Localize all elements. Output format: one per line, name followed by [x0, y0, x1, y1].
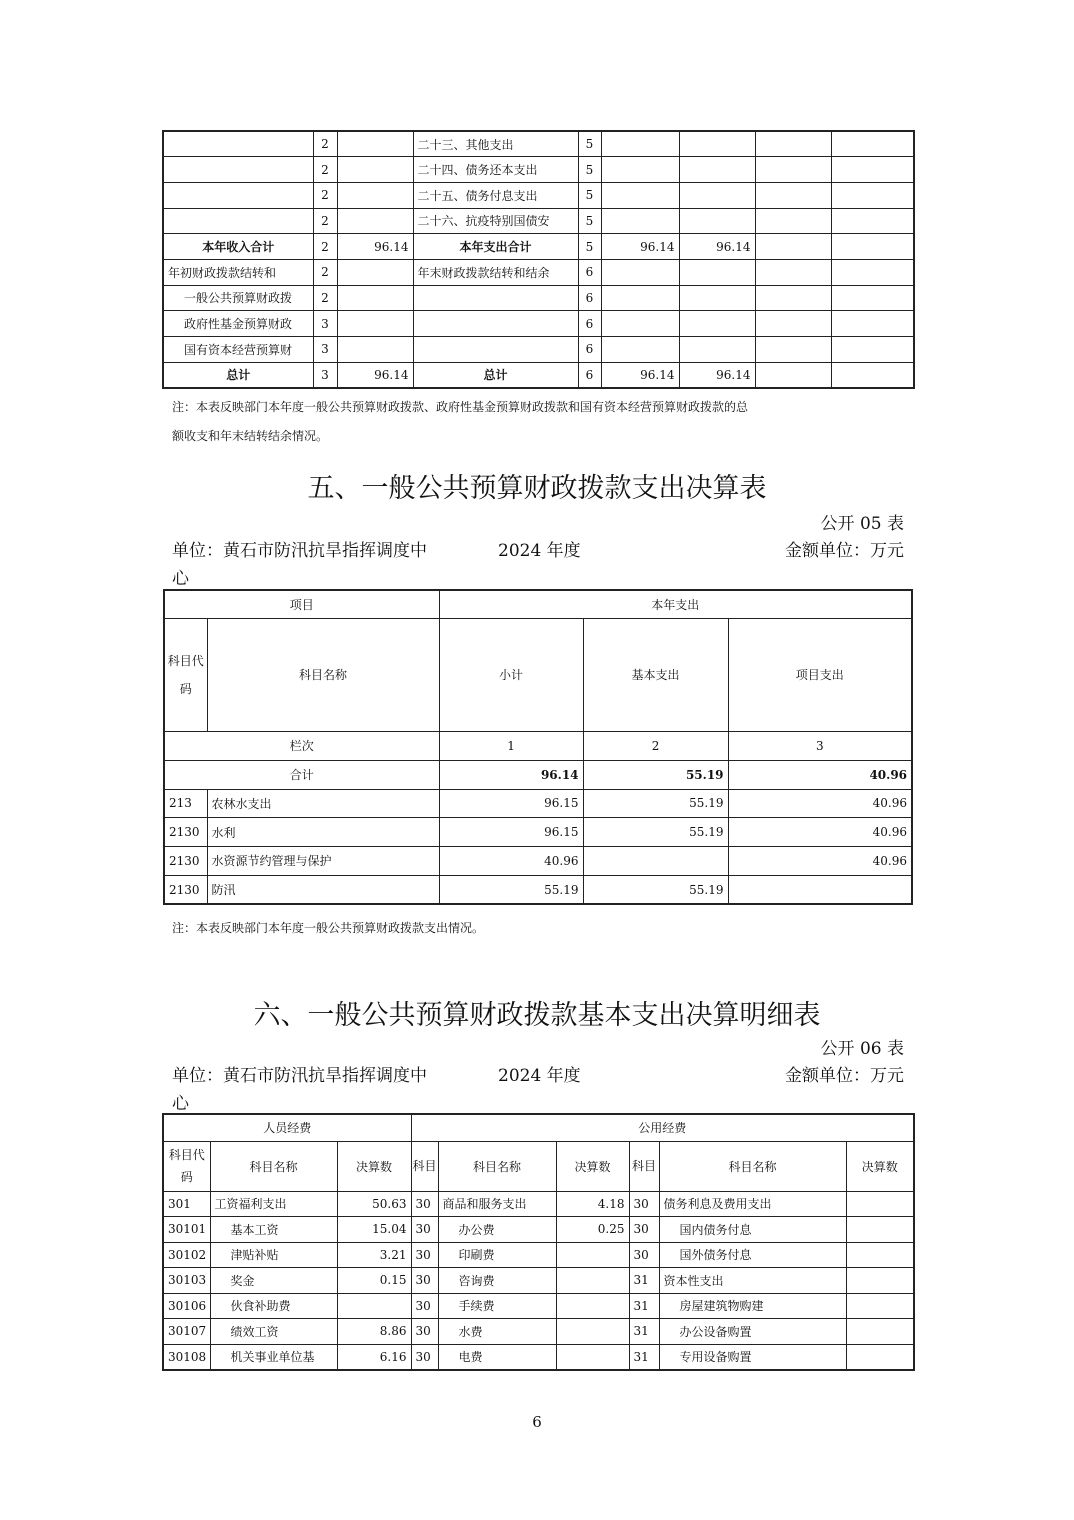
table-cell — [679, 208, 755, 234]
table-cell — [755, 362, 831, 388]
header-project: 项目 — [164, 590, 439, 618]
table-cell: 资本性支出 — [659, 1268, 846, 1294]
table-cell: 0.15 — [337, 1268, 411, 1294]
table-cell: 奖金 — [210, 1268, 337, 1294]
table-cell: 50.63 — [337, 1191, 411, 1217]
table-cell — [163, 208, 313, 234]
table-cell: 30106 — [163, 1293, 210, 1319]
table-cell: 55.19 — [583, 818, 728, 847]
table-cell — [831, 208, 914, 234]
table-cell: 96.14 — [679, 234, 755, 260]
table5-amount-unit: 金额单位：万元 — [785, 541, 904, 561]
table-cell: 96.15 — [439, 789, 583, 818]
table-cell: 2 — [313, 234, 337, 260]
table-cell: 5 — [578, 157, 601, 183]
table-cell: 5 — [578, 208, 601, 234]
header-code: 科目代码 — [163, 1141, 210, 1191]
table-cell — [755, 182, 831, 208]
table-cell — [846, 1217, 914, 1243]
table-cell: 31 — [629, 1293, 659, 1319]
table-cell — [755, 311, 831, 337]
table-cell — [601, 259, 679, 285]
table-cell: 30 — [411, 1344, 438, 1370]
table-cell: 总计 — [413, 362, 578, 388]
table-cell — [846, 1293, 914, 1319]
table-cell — [831, 337, 914, 363]
table-cell: 96.14 — [337, 362, 413, 388]
table-cell — [755, 157, 831, 183]
table-cell — [601, 131, 679, 157]
table-cell: 水资源节约管理与保护 — [207, 847, 439, 876]
table-cell — [755, 259, 831, 285]
header-code-2: 科目 — [411, 1141, 438, 1191]
table-cell: 手续费 — [438, 1293, 556, 1319]
table-cell: 商品和服务支出 — [438, 1191, 556, 1217]
table-row — [163, 1242, 914, 1268]
table5-title: 五、一般公共预算财政拨款支出决算表 — [307, 473, 767, 504]
table-cell: 2 — [313, 131, 337, 157]
table6-amount-unit: 金额单位：万元 — [785, 1066, 904, 1086]
table-cell — [831, 362, 914, 388]
table-cell: 30 — [411, 1217, 438, 1243]
table-cell: 国内债务付息 — [659, 1217, 846, 1243]
table-cell — [556, 1319, 629, 1345]
table-cell — [831, 157, 914, 183]
table-cell — [556, 1344, 629, 1370]
table-row — [163, 285, 914, 311]
table-cell — [337, 311, 413, 337]
header-name: 科目名称 — [210, 1141, 337, 1191]
table-cell — [755, 131, 831, 157]
table-row — [163, 234, 914, 260]
table-cell — [755, 234, 831, 260]
table-row — [163, 1217, 914, 1243]
table-cell: 15.04 — [337, 1217, 411, 1243]
table-cell: 30 — [629, 1191, 659, 1217]
table-cell: 6.16 — [337, 1344, 411, 1370]
table-cell: 96.14 — [337, 234, 413, 260]
table-cell — [601, 337, 679, 363]
table-cell: 工资福利支出 — [210, 1191, 337, 1217]
table-cell — [337, 285, 413, 311]
table5-unit-wrap: 心 — [172, 569, 189, 589]
table-cell: 6 — [578, 259, 601, 285]
table-cell: 31 — [629, 1344, 659, 1370]
table-cell: 3.21 — [337, 1242, 411, 1268]
header-basic: 基本支出 — [583, 618, 728, 731]
table4 — [162, 130, 915, 389]
table5-code: 公开 05 表 — [820, 514, 904, 534]
table-row — [163, 1268, 914, 1294]
table-cell: 年初财政拨款结转和 — [163, 259, 313, 285]
table-cell — [413, 311, 578, 337]
table-cell: 96.15 — [439, 818, 583, 847]
table-cell: 40.96 — [439, 847, 583, 876]
table-cell — [337, 182, 413, 208]
table-cell: 2130 — [164, 818, 207, 847]
table-cell — [679, 285, 755, 311]
table-cell: 3 — [313, 362, 337, 388]
header-personnel: 人员经费 — [163, 1114, 411, 1141]
table-cell: 本年支出合计 — [413, 234, 578, 260]
table-cell: 防汛 — [207, 875, 439, 904]
table-cell — [679, 311, 755, 337]
table-cell: 30 — [411, 1242, 438, 1268]
table-cell — [846, 1242, 914, 1268]
table-cell — [601, 182, 679, 208]
table-cell — [831, 131, 914, 157]
table5-year: 2024 年度 — [498, 541, 581, 561]
table-cell — [846, 1319, 914, 1345]
table-cell: 津贴补贴 — [210, 1242, 337, 1268]
table-cell: 31 — [629, 1319, 659, 1345]
table-cell: 2130 — [164, 875, 207, 904]
table-cell: 40.96 — [728, 818, 912, 847]
table-cell: 房屋建筑物购建 — [659, 1293, 846, 1319]
table-row — [163, 208, 914, 234]
total-label: 合计 — [164, 760, 439, 789]
table5 — [163, 589, 913, 905]
table-cell: 2 — [313, 157, 337, 183]
table-cell: 2 — [313, 182, 337, 208]
table-cell: 办公设备购置 — [659, 1319, 846, 1345]
table-cell: 农林水支出 — [207, 789, 439, 818]
table-cell: 水费 — [438, 1319, 556, 1345]
table-cell: 基本工资 — [210, 1217, 337, 1243]
table-cell — [755, 208, 831, 234]
table-cell: 2130 — [164, 847, 207, 876]
table-cell: 30 — [411, 1293, 438, 1319]
table-cell: 2 — [313, 285, 337, 311]
table-row — [164, 875, 912, 904]
table-cell: 55.19 — [439, 875, 583, 904]
table-cell: 专用设备购置 — [659, 1344, 846, 1370]
table-cell: 机关事业单位基 — [210, 1344, 337, 1370]
header-code-3: 科目 — [629, 1141, 659, 1191]
table6-title: 六、一般公共预算财政拨款基本支出决算明细表 — [253, 1000, 821, 1031]
header-code: 科目代码 — [164, 618, 207, 731]
table-row — [163, 337, 914, 363]
table-cell: 30103 — [163, 1268, 210, 1294]
table-cell: 30 — [411, 1319, 438, 1345]
table-cell — [831, 259, 914, 285]
table-cell: 电费 — [438, 1344, 556, 1370]
header-name: 科目名称 — [207, 618, 439, 731]
table-cell: 30 — [629, 1217, 659, 1243]
column-1: 1 — [439, 731, 583, 760]
table-cell — [601, 208, 679, 234]
table-cell: 0.25 — [556, 1217, 629, 1243]
table-cell: 3 — [313, 311, 337, 337]
table-cell — [846, 1344, 914, 1370]
table-row — [163, 1293, 914, 1319]
header-current-expense: 本年支出 — [439, 590, 912, 618]
table-row — [163, 1344, 914, 1370]
table6-year: 2024 年度 — [498, 1066, 581, 1086]
table6-unit-wrap: 心 — [172, 1094, 189, 1114]
table-cell — [846, 1191, 914, 1217]
table-cell — [163, 131, 313, 157]
table-cell — [679, 182, 755, 208]
table-row — [163, 1191, 914, 1217]
table-cell — [413, 285, 578, 311]
table-cell: 55.19 — [583, 875, 728, 904]
table-cell — [728, 875, 912, 904]
table-cell: 本年收入合计 — [163, 234, 313, 260]
table-cell — [679, 259, 755, 285]
header-name-2: 科目名称 — [438, 1141, 556, 1191]
table-cell — [556, 1242, 629, 1268]
table-cell: 总计 — [163, 362, 313, 388]
table-cell: 二十三、其他支出 — [413, 131, 578, 157]
table-cell: 213 — [164, 789, 207, 818]
table-cell: 伙食补助费 — [210, 1293, 337, 1319]
table-row — [164, 789, 912, 818]
table-cell: 3 — [313, 337, 337, 363]
table-cell: 债务利息及费用支出 — [659, 1191, 846, 1217]
table-cell — [755, 285, 831, 311]
table6-unit: 单位：黄石市防汛抗旱指挥调度中 — [172, 1066, 427, 1086]
table4-note-2: 额收支和年末结转结余情况。 — [172, 429, 329, 443]
table-cell — [337, 208, 413, 234]
table-cell: 4.18 — [556, 1191, 629, 1217]
table6-code: 公开 06 表 — [820, 1039, 904, 1059]
table5-note: 注：本表反映部门本年度一般公共预算财政拨款支出情况。 — [172, 921, 485, 935]
table-cell — [337, 337, 413, 363]
table-cell — [163, 182, 313, 208]
table-cell — [556, 1268, 629, 1294]
table-cell — [831, 182, 914, 208]
table-cell — [601, 285, 679, 311]
table-cell: 96.14 — [601, 362, 679, 388]
table4-note: 注：本表反映部门本年度一般公共预算财政拨款、政府性基金预算财政拨款和国有资本经营预算财政拨款的总 — [172, 400, 749, 414]
header-name-3: 科目名称 — [659, 1141, 846, 1191]
table-cell: 5 — [578, 182, 601, 208]
table-cell: 2 — [313, 259, 337, 285]
total-basic: 55.19 — [583, 760, 728, 789]
table-cell: 国外债务付息 — [659, 1242, 846, 1268]
total-subtotal: 96.14 — [439, 760, 583, 789]
table-cell — [413, 337, 578, 363]
table-cell: 30101 — [163, 1217, 210, 1243]
table-cell — [556, 1293, 629, 1319]
table6 — [162, 1113, 915, 1371]
table-cell: 6 — [578, 311, 601, 337]
table-cell — [583, 847, 728, 876]
table-row — [163, 1319, 914, 1345]
header-amount-2: 决算数 — [556, 1141, 629, 1191]
table-cell — [337, 157, 413, 183]
table-cell — [831, 234, 914, 260]
table-cell — [337, 131, 413, 157]
table-cell: 政府性基金预算财政 — [163, 311, 313, 337]
table-cell: 8.86 — [337, 1319, 411, 1345]
table-cell: 二十四、债务还本支出 — [413, 157, 578, 183]
table-cell: 40.96 — [728, 789, 912, 818]
table-cell: 30 — [411, 1191, 438, 1217]
table-cell: 年末财政拨款结转和结余 — [413, 259, 578, 285]
table-cell — [679, 157, 755, 183]
table-cell: 96.14 — [601, 234, 679, 260]
table-cell — [846, 1268, 914, 1294]
table-cell — [679, 337, 755, 363]
table-cell — [337, 259, 413, 285]
table-cell: 30 — [411, 1268, 438, 1294]
table-cell: 55.19 — [583, 789, 728, 818]
table-row — [163, 311, 914, 337]
table-cell: 30107 — [163, 1319, 210, 1345]
table-cell — [831, 311, 914, 337]
table5-unit: 单位：黄石市防汛抗旱指挥调度中 — [172, 541, 427, 561]
table-cell: 二十六、抗疫特别国债安 — [413, 208, 578, 234]
table-row — [163, 362, 914, 388]
table-cell: 办公费 — [438, 1217, 556, 1243]
header-amount-3: 决算数 — [846, 1141, 914, 1191]
table-cell — [337, 1293, 411, 1319]
table-cell: 30108 — [163, 1344, 210, 1370]
column-number-label: 栏次 — [164, 731, 439, 760]
table-cell — [831, 285, 914, 311]
header-subtotal: 小计 — [439, 618, 583, 731]
table-cell: 5 — [578, 131, 601, 157]
table-cell: 绩效工资 — [210, 1319, 337, 1345]
table-cell: 6 — [578, 362, 601, 388]
table-cell: 40.96 — [728, 847, 912, 876]
table-cell: 一般公共预算财政拨 — [163, 285, 313, 311]
table-cell: 6 — [578, 285, 601, 311]
column-3: 3 — [728, 731, 912, 760]
table-cell: 30 — [629, 1242, 659, 1268]
table-row — [163, 157, 914, 183]
table-row — [163, 259, 914, 285]
table-cell: 水利 — [207, 818, 439, 847]
table-cell — [755, 337, 831, 363]
total-project: 40.96 — [728, 760, 912, 789]
table-cell: 印刷费 — [438, 1242, 556, 1268]
table-cell: 96.14 — [679, 362, 755, 388]
table-row — [164, 818, 912, 847]
table-cell — [679, 131, 755, 157]
page-number: 6 — [532, 1413, 542, 1431]
header-public: 公用经费 — [411, 1114, 914, 1141]
table-cell: 咨询费 — [438, 1268, 556, 1294]
column-2: 2 — [583, 731, 728, 760]
table-cell: 30102 — [163, 1242, 210, 1268]
table-row — [163, 131, 914, 157]
table-cell — [163, 157, 313, 183]
table-cell: 二十五、债务付息支出 — [413, 182, 578, 208]
table-cell: 6 — [578, 337, 601, 363]
header-project-expense: 项目支出 — [728, 618, 912, 731]
table-cell — [601, 157, 679, 183]
table-row — [164, 847, 912, 876]
table-cell: 5 — [578, 234, 601, 260]
header-amount: 决算数 — [337, 1141, 411, 1191]
table-row — [163, 182, 914, 208]
table-cell: 301 — [163, 1191, 210, 1217]
table-cell: 2 — [313, 208, 337, 234]
table-cell: 31 — [629, 1268, 659, 1294]
table-cell: 国有资本经营预算财 — [163, 337, 313, 363]
table-cell — [601, 311, 679, 337]
